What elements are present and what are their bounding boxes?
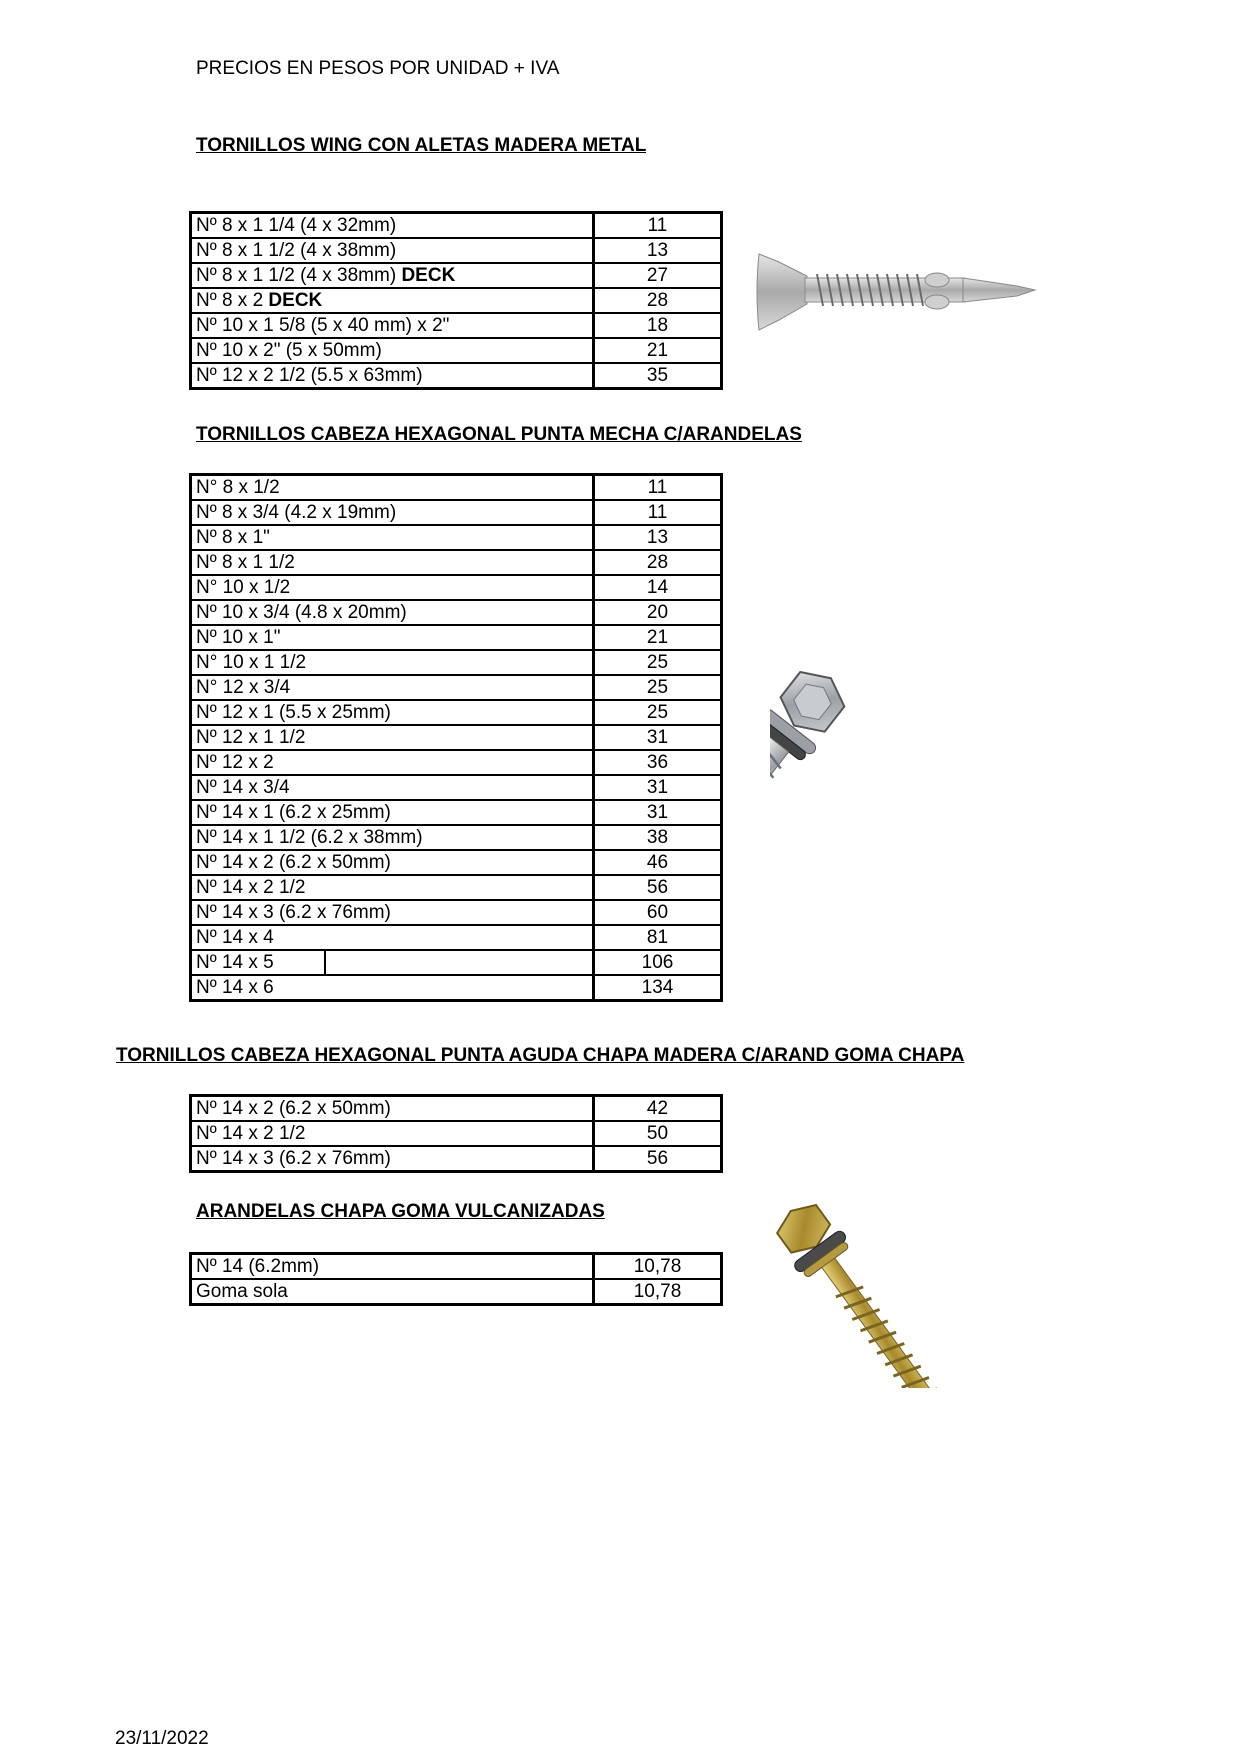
row-price: 11	[594, 500, 722, 525]
row-desc: Nº 12 x 2	[191, 750, 594, 775]
row-desc: Nº 8 x 1 1/4 (4 x 32mm)	[191, 213, 594, 239]
table-row	[191, 875, 722, 900]
table-row	[191, 525, 722, 550]
row-price: 31	[594, 800, 722, 825]
row-desc: Nº 14 x 2 1/2	[191, 1121, 594, 1146]
page-header: PRECIOS EN PESOS POR UNIDAD + IVA	[196, 58, 560, 79]
table-row	[191, 213, 722, 239]
table-row	[191, 675, 722, 700]
row-desc: Nº 8 x 2	[196, 290, 269, 311]
table-row	[191, 1096, 722, 1122]
table-row	[191, 363, 722, 389]
row-price: 11	[594, 475, 722, 501]
table-row	[191, 775, 722, 800]
row-price: 25	[594, 675, 722, 700]
row-price: 21	[594, 338, 722, 363]
table-row	[191, 288, 722, 313]
row-price: 25	[594, 650, 722, 675]
row-desc: Nº 14 x 6	[191, 975, 594, 1001]
row-desc: Nº 12 x 1 1/2	[191, 725, 594, 750]
price-table-rubber-washers	[189, 1252, 723, 1306]
row-price: 42	[594, 1096, 722, 1122]
row-desc: N° 10 x 1/2	[191, 575, 594, 600]
row-price: 27	[594, 263, 722, 288]
table-row	[191, 600, 722, 625]
row-price: 14	[594, 575, 722, 600]
row-price: 134	[594, 975, 722, 1001]
table-row	[191, 1146, 722, 1172]
row-desc: Nº 8 x 3/4 (4.2 x 19mm)	[191, 500, 594, 525]
table-row	[191, 475, 722, 501]
row-price: 81	[594, 925, 722, 950]
row-desc: Nº 8 x 1 1/2 (4 x 38mm)	[196, 265, 402, 286]
row-price: 10,78	[594, 1279, 722, 1305]
table-row	[191, 238, 722, 263]
row-desc: Nº 8 x 1 1/2 (4 x 38mm)	[191, 238, 594, 263]
section-title-rubber-washers: ARANDELAS CHAPA GOMA VULCANIZADAS	[196, 1201, 605, 1222]
row-desc: N° 12 x 3/4	[191, 675, 594, 700]
table-row	[191, 900, 722, 925]
row-price: 50	[594, 1121, 722, 1146]
row-price: 106	[594, 950, 722, 975]
table-row	[191, 338, 722, 363]
row-price: 18	[594, 313, 722, 338]
row-desc-cell	[191, 288, 594, 313]
row-price: 38	[594, 825, 722, 850]
row-desc: N° 10 x 1 1/2	[191, 650, 594, 675]
cell-divider	[324, 949, 326, 976]
row-price: 31	[594, 725, 722, 750]
row-desc: Nº 14 x 4	[191, 925, 594, 950]
row-desc: Nº 14 x 2 (6.2 x 50mm)	[191, 850, 594, 875]
table-row	[191, 950, 722, 975]
row-desc: Nº 14 (6.2mm)	[191, 1254, 594, 1280]
row-price: 35	[594, 363, 722, 389]
row-price: 20	[594, 600, 722, 625]
row-price: 28	[594, 550, 722, 575]
price-table-wing-screws	[189, 211, 723, 390]
table-row	[191, 725, 722, 750]
wing-screw-icon	[755, 250, 1045, 340]
row-desc: Nº 14 x 5	[196, 952, 274, 973]
row-price: 56	[594, 1146, 722, 1172]
hex-wood-screw-icon	[770, 1198, 1030, 1388]
row-price: 46	[594, 850, 722, 875]
row-price: 36	[594, 750, 722, 775]
section-title-wing-screws: TORNILLOS WING CON ALETAS MADERA METAL	[196, 135, 647, 156]
row-price: 11	[594, 213, 722, 239]
table-row	[191, 825, 722, 850]
row-desc: Nº 14 x 3 (6.2 x 76mm)	[191, 1146, 594, 1172]
row-desc: Nº 10 x 2" (5 x 50mm)	[191, 338, 594, 363]
row-desc: Nº 14 x 2 1/2	[191, 875, 594, 900]
row-desc: Nº 14 x 3 (6.2 x 76mm)	[191, 900, 594, 925]
row-desc: Nº 10 x 3/4 (4.8 x 20mm)	[191, 600, 594, 625]
row-price: 31	[594, 775, 722, 800]
table-row	[191, 625, 722, 650]
row-desc: Goma sola	[191, 1279, 594, 1305]
table-row	[191, 550, 722, 575]
hex-self-drilling-screw-icon	[770, 665, 1000, 855]
table-row	[191, 1254, 722, 1280]
row-desc: Nº 14 x 1 1/2 (6.2 x 38mm)	[191, 825, 594, 850]
table-row	[191, 925, 722, 950]
price-table-hex-wood-screws	[189, 1094, 723, 1173]
row-price: 10,78	[594, 1254, 722, 1280]
row-desc-deck: DECK	[401, 265, 456, 286]
table-row	[191, 650, 722, 675]
row-desc-cell	[191, 263, 594, 288]
row-price: 21	[594, 625, 722, 650]
row-price: 13	[594, 238, 722, 263]
table-row	[191, 500, 722, 525]
row-price: 56	[594, 875, 722, 900]
table-row	[191, 750, 722, 775]
section-title-hex-drill-screws: TORNILLOS CABEZA HEXAGONAL PUNTA MECHA C/ARANDELAS	[196, 424, 802, 445]
price-table-hex-drill-screws	[189, 473, 723, 1002]
row-desc-cell	[191, 950, 594, 975]
row-desc: Nº 14 x 2 (6.2 x 50mm)	[191, 1096, 594, 1122]
table-row	[191, 263, 722, 288]
row-desc: Nº 10 x 1"	[191, 625, 594, 650]
section-title-hex-wood-screws: TORNILLOS CABEZA HEXAGONAL PUNTA AGUDA CHAPA MADERA C/ARAND GOMA CHAPA	[116, 1045, 965, 1066]
table-row	[191, 800, 722, 825]
table-row	[191, 700, 722, 725]
row-price: 28	[594, 288, 722, 313]
row-desc: Nº 14 x 3/4	[191, 775, 594, 800]
table-row	[191, 1121, 722, 1146]
row-price: 60	[594, 900, 722, 925]
row-desc: Nº 10 x 1 5/8 (5 x 40 mm) x 2"	[191, 313, 594, 338]
row-price: 25	[594, 700, 722, 725]
row-desc: Nº 12 x 2 1/2 (5.5 x 63mm)	[191, 363, 594, 389]
table-row	[191, 575, 722, 600]
row-desc-deck: DECK	[268, 290, 323, 311]
table-row	[191, 850, 722, 875]
table-row	[191, 975, 722, 1001]
row-desc: Nº 8 x 1 1/2	[191, 550, 594, 575]
row-desc: Nº 12 x 1 (5.5 x 25mm)	[191, 700, 594, 725]
row-desc: N° 8 x 1/2	[191, 475, 594, 501]
row-desc: Nº 8 x 1"	[191, 525, 594, 550]
table-row	[191, 1279, 722, 1305]
row-desc: Nº 14 x 1 (6.2 x 25mm)	[191, 800, 594, 825]
footer-date: 23/11/2022	[115, 1728, 209, 1749]
row-price: 13	[594, 525, 722, 550]
table-row	[191, 313, 722, 338]
